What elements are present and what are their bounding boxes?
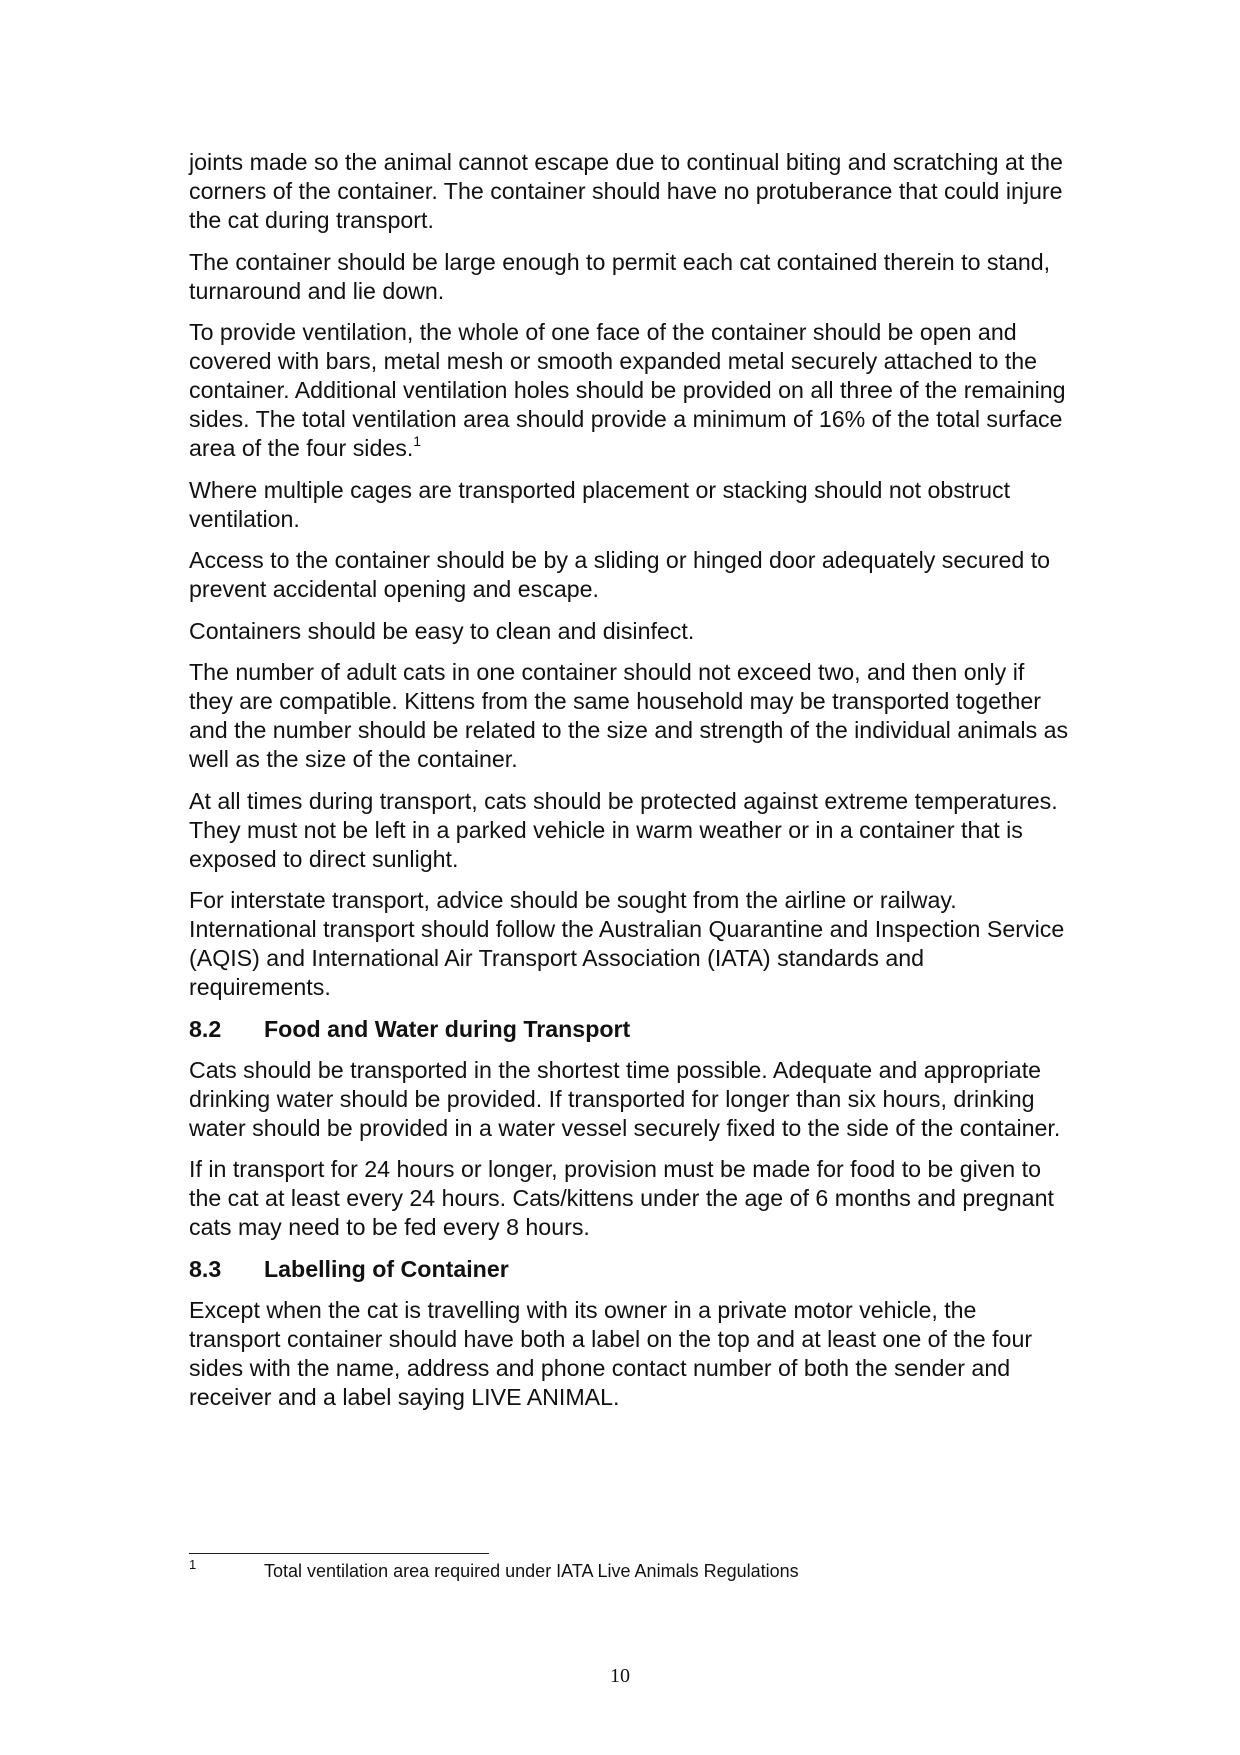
section-title: Labelling of Container	[264, 1255, 509, 1282]
paragraph-food-water-2: If in transport for 24 hours or longer, provision must be made for food to be given to the cat at least every 24 hours. Cats/kittens under the age of 6 months and pregnant cats may need to be fed every 8 hours.	[189, 1156, 1054, 1240]
page-number: 10	[610, 1665, 630, 1687]
footnote-reference[interactable]: 1	[413, 433, 422, 449]
paragraph-cleaning: Containers should be easy to clean and disinfect.	[189, 617, 695, 644]
paragraph-access: Access to the container should be by a sliding or hinged door adequately secured to prevent accidental opening and escape.	[189, 547, 1051, 602]
section-number: 8.3	[189, 1255, 222, 1282]
paragraph-container-joints: joints made so the animal cannot escape due to continual biting and scratching at the corners of the container. The container should have no protuberance that could injure the cat during transport.	[189, 149, 1063, 233]
paragraph-temperature: At all times during transport, cats should be protected against extreme temperatures. They must not be left in a parked vehicle in warm weather or in a container that is exposed to direct sunlight.	[189, 787, 1058, 872]
paragraph-ventilation	[189, 318, 1069, 463]
paragraph-ventilation-text: To provide ventilation, the whole of one face of the container should be open and covered with bars, metal mesh or smooth expanded metal securely attached to the container. Additional ventilation holes should be provided on all three of the remaining sides. The total ventilation area should provide a minimum of 16% of the total surface area of the four sides.	[189, 319, 1066, 461]
section-heading-8-3	[189, 1255, 1069, 1284]
footnote-separator	[189, 1553, 489, 1554]
page-body	[189, 148, 1069, 1424]
paragraph-food-water-1: Cats should be transported in the shortest time possible. Adequate and appropriate drinking water should be provided. If transported for longer than six hours, drinking water should be provided in a water vessel securely fixed to the side of the container.	[189, 1056, 1061, 1141]
paragraph-number-of-cats: The number of adult cats in one container should not exceed two, and then only if they are compatible. Kittens from the same household may be transported together and the number should be related to the size and strength of the individual animals as well as the size of the container.	[189, 659, 1069, 772]
paragraph-container-size: The container should be large enough to permit each cat contained therein to stand, turnaround and lie down.	[189, 248, 1051, 304]
footnote-mark: 1	[189, 1557, 197, 1572]
section-heading-8-2	[189, 1015, 1069, 1044]
section-title: Food and Water during Transport	[264, 1015, 631, 1042]
paragraph-interstate-transport: For interstate transport, advice should be sought from the airline or railway. International transport should follow the Australian Quarantine and Inspection Service (AQIS) and International Air Transport Association (IATA) standards and requirements.	[189, 887, 1065, 1000]
section-number: 8.2	[189, 1015, 222, 1042]
paragraph-stacking: Where multiple cages are transported placement or stacking should not obstruct ventilation.	[189, 476, 1011, 532]
footnote-text: Total ventilation area required under IATA Live Animals Regulations	[264, 1561, 799, 1581]
paragraph-labelling: Except when the cat is travelling with its owner in a private motor vehicle, the transport container should have both a label on the top and at least one of the four sides with the name, address and phone contact number of both the sender and receiver and a label saying LIVE ANIMAL.	[189, 1296, 1033, 1410]
